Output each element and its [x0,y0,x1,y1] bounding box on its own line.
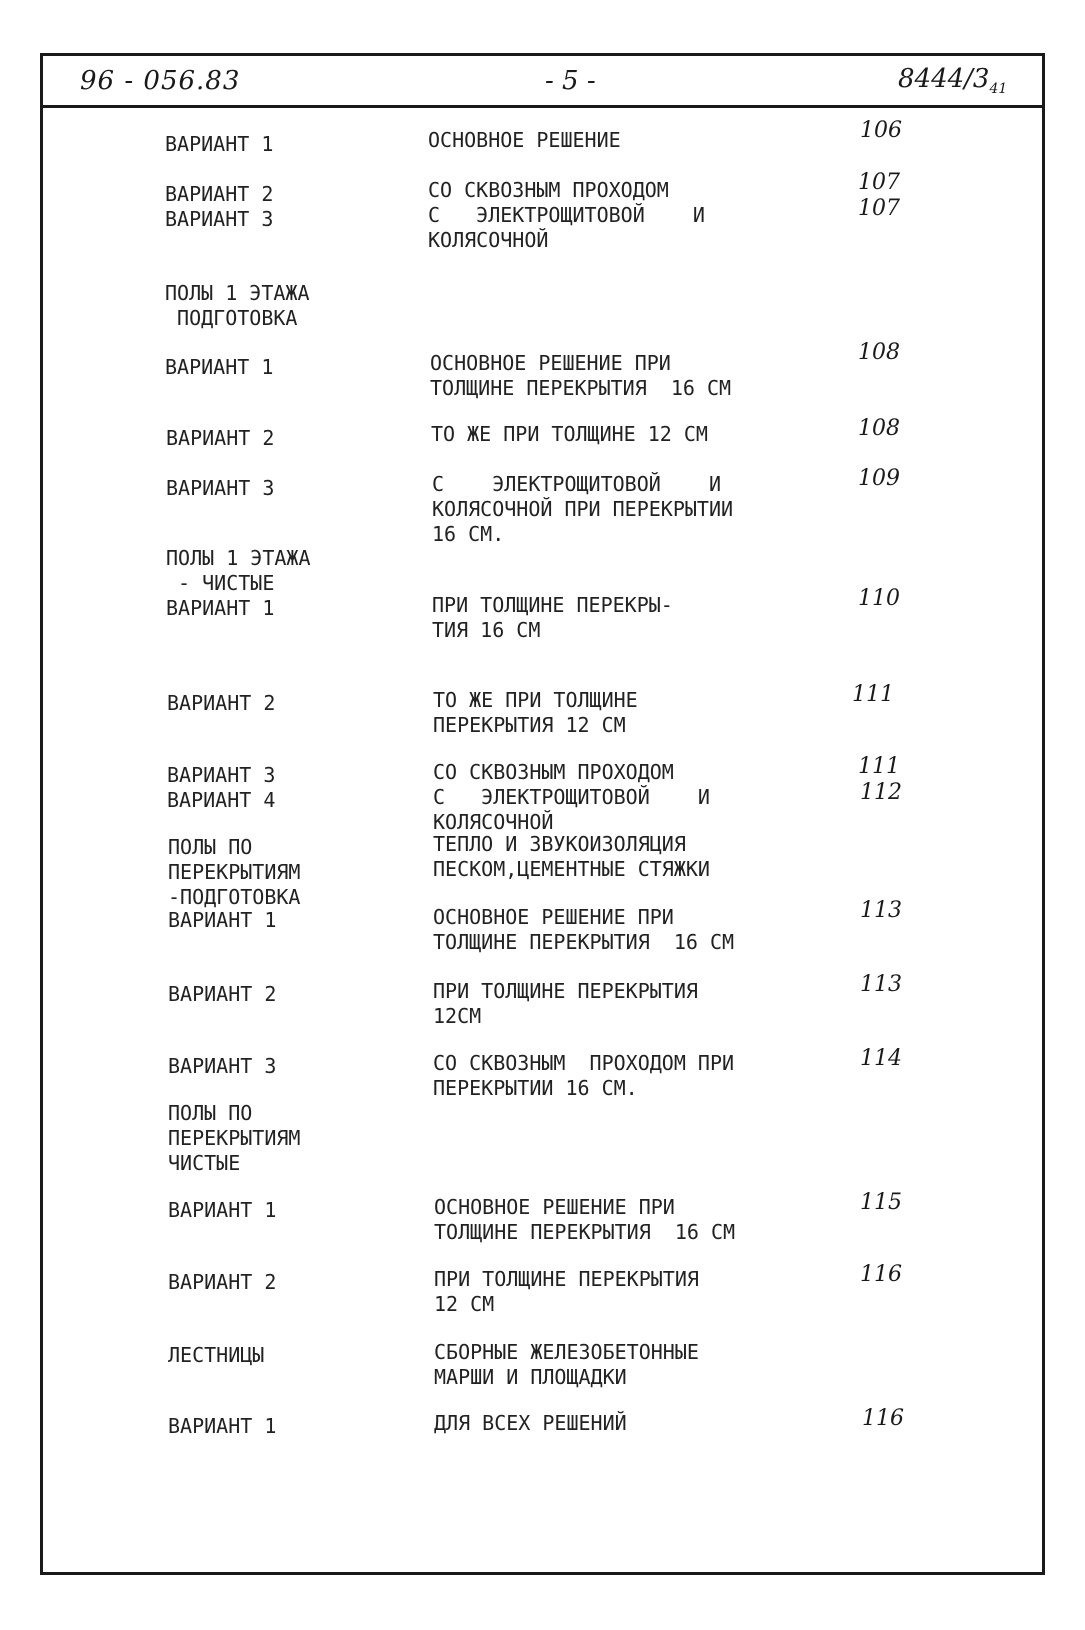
entry-label: ВАРИАНТ 1 [166,596,275,620]
entry-label: ВАРИАНТ 1 [168,908,277,932]
entry-page: 112 [860,780,902,805]
section-heading: ПОЛЫ 1 ЭТАЖА - ЧИСТЫЕ [166,546,311,595]
entry-page: 106 [860,118,902,143]
entry-description: СО СКВОЗНЫМ ПРОХОДОМ [428,178,669,202]
entry-page: 116 [860,1262,902,1287]
entry-label: ВАРИАНТ 2 [168,982,277,1006]
entry-label: ВАРИАНТ 2 [168,1270,277,1294]
page-number: - 5 - [545,66,596,96]
sheet-reference-main: 8444/3 [898,64,990,94]
entry-page: 113 [860,898,902,923]
entry-description: С ЭЛЕКТРОЩИТОВОЙ И КОЛЯСОЧНОЙ ПРИ ПЕРЕКРЫТИИ 16 СМ. [432,472,734,546]
entry-page: 108 [858,340,900,365]
section-heading: ПОЛЫ ПО ПЕРЕКРЫТИЯМ -ПОДГОТОВКА [168,835,301,909]
entry-label: ВАРИАНТ 2 [165,182,274,206]
entry-page: 107 [858,196,900,221]
entry-page: 113 [860,972,902,997]
entry-page: 111 [852,682,894,707]
entry-label: ВАРИАНТ 3 [166,476,275,500]
entry-label: ВАРИАНТ 3 [168,1054,277,1078]
entry-description: СБОРНЫЕ ЖЕЛЕЗОБЕТОННЫЕ МАРШИ И ПЛОЩАДКИ [434,1340,699,1389]
entry-description: ПРИ ТОЛЩИНЕ ПЕРЕКРЫТИЯ 12СМ [433,979,698,1028]
sheet-reference-sub: 41 [989,81,1008,98]
entry-description: СО СКВОЗНЫМ ПРОХОДОМ [433,760,674,784]
entry-page: 111 [858,754,900,779]
entry-page: 114 [860,1046,902,1071]
entry-description: ОСНОВНОЕ РЕШЕНИЕ ПРИ ТОЛЩИНЕ ПЕРЕКРЫТИЯ 16 СМ [434,1195,736,1244]
entry-description: ТО ЖЕ ПРИ ТОЛЩИНЕ 12 СМ [431,422,708,446]
entry-description: ПРИ ТОЛЩИНЕ ПЕРЕКРЫ- ТИЯ 16 СМ [432,593,673,642]
entry-page: 107 [858,170,900,195]
section-heading: ЛЕСТНИЦЫ [168,1343,265,1367]
header-divider [40,105,1045,108]
section-heading: ПОЛЫ ПО ПЕРЕКРЫТИЯМ ЧИСТЫЕ [168,1101,301,1175]
entry-description: ОСНОВНОЕ РЕШЕНИЕ [428,128,621,152]
entry-label: ВАРИАНТ 3 [165,207,274,231]
entry-page: 110 [858,586,900,611]
entry-page: 108 [858,416,900,441]
entry-description: ТЕПЛО И ЗВУКОИЗОЛЯЦИЯ ПЕСКОМ,ЦЕМЕНТНЫЕ СТЯЖКИ [433,832,710,881]
document-code: 96 - 056.83 [80,66,241,96]
entry-description: ТО ЖЕ ПРИ ТОЛЩИНЕ ПЕРЕКРЫТИЯ 12 СМ [433,688,638,737]
entry-page: 116 [862,1406,904,1431]
entry-description: ОСНОВНОЕ РЕШЕНИЕ ПРИ ТОЛЩИНЕ ПЕРЕКРЫТИЯ 16 СМ [433,905,735,954]
entry-description: С ЭЛЕКТРОЩИТОВОЙ И КОЛЯСОЧНОЙ [433,785,710,834]
entry-label: ВАРИАНТ 1 [168,1414,277,1438]
entry-description: ПРИ ТОЛЩИНЕ ПЕРЕКРЫТИЯ 12 СМ [434,1267,699,1316]
entry-label: ВАРИАНТ 1 [168,1198,277,1222]
entry-description: ОСНОВНОЕ РЕШЕНИЕ ПРИ ТОЛЩИНЕ ПЕРЕКРЫТИЯ 16 СМ [430,351,732,400]
sheet-reference [898,64,1007,97]
entry-page: 115 [860,1190,902,1215]
entry-description: ДЛЯ ВСЕХ РЕШЕНИЙ [434,1411,627,1435]
entry-label: ВАРИАНТ 3 [167,763,276,787]
entry-label: ВАРИАНТ 2 [167,691,276,715]
entry-description: С ЭЛЕКТРОЩИТОВОЙ И КОЛЯСОЧНОЙ [428,203,705,252]
entry-label: ВАРИАНТ 1 [165,355,274,379]
section-heading: ПОЛЫ 1 ЭТАЖА ПОДГОТОВКА [165,281,310,330]
entry-label: ВАРИАНТ 4 [167,788,276,812]
entry-description: СО СКВОЗНЫМ ПРОХОДОМ ПРИ ПЕРЕКРЫТИИ 16 СМ. [433,1051,735,1100]
entry-page: 109 [858,466,900,491]
entry-label: ВАРИАНТ 2 [166,426,275,450]
entry-label: ВАРИАНТ 1 [165,132,274,156]
